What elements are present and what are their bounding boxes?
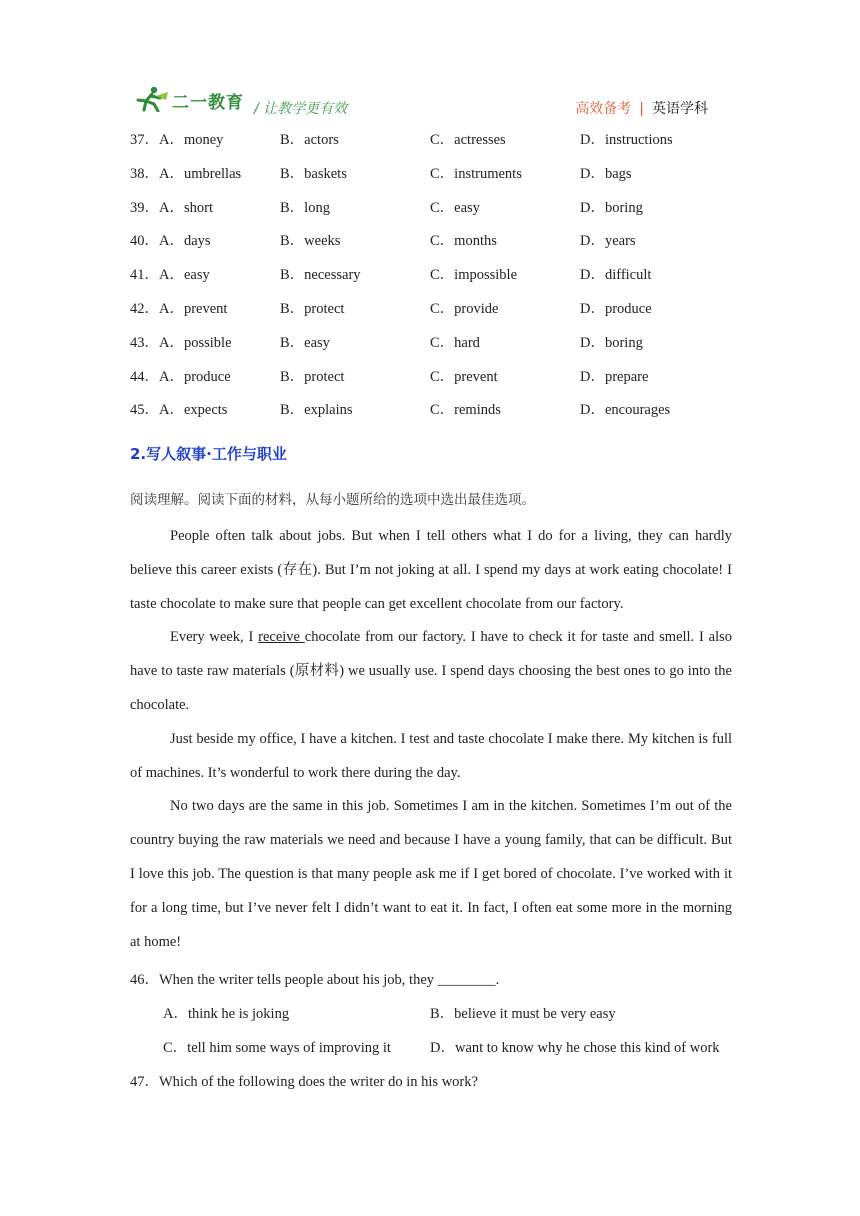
- option-row: [130, 325, 730, 359]
- header-subject: [575, 98, 708, 118]
- option-d: D．difficult: [580, 267, 652, 284]
- option-c: C．prevent: [430, 368, 498, 385]
- question-46-option-d: D．want to know why he chose this kind of work: [430, 1040, 720, 1056]
- reading-passage: [130, 520, 732, 959]
- option-b: B．protect: [280, 300, 345, 317]
- question-46-stem: 46．When the writer tells people about his job, they ________.: [130, 972, 500, 988]
- slogan: / 让教学更有效: [254, 101, 348, 117]
- passage-paragraph: Every week, I receive chocolate from our factory. I have to check it for taste and smell. I also have to taste raw materials (原材料) we usually use. I spend days choosing the best ones to go into the chocolate.: [130, 629, 732, 713]
- option-c: C．impossible: [430, 267, 518, 284]
- option-a: 44．A．produce: [130, 368, 231, 385]
- header-subject-label: 英语学科: [652, 101, 708, 117]
- option-d: D．prepare: [580, 368, 649, 385]
- option-c: C．easy: [430, 199, 480, 216]
- option-a: 38．A．umbrellas: [130, 165, 242, 182]
- option-b: B．weeks: [280, 233, 341, 250]
- option-d: D．produce: [580, 300, 652, 317]
- option-c: C．months: [430, 233, 497, 250]
- option-row: [130, 223, 730, 257]
- passage-paragraph: People often talk about jobs. But when I tell others what I do for a living, they can hardly believe this career exists (存在). But I’m not joking at all. I spend my days at work eating chocolate! I taste chocolate to make sure that people can get excellent chocolate from our factory.: [130, 528, 732, 612]
- header-exam-label: 高效备考: [575, 101, 632, 117]
- option-d: D．years: [580, 233, 636, 250]
- option-a: 42．A．prevent: [130, 300, 228, 317]
- option-row: [130, 291, 730, 325]
- option-a: 40．A．days: [130, 233, 211, 250]
- option-b: B．baskets: [280, 165, 347, 182]
- option-b: B．actors: [280, 132, 339, 148]
- option-d: D．bags: [580, 165, 632, 182]
- option-row: [130, 359, 730, 393]
- option-row: [130, 257, 730, 291]
- option-c: C．instruments: [430, 165, 522, 182]
- option-b: B．long: [280, 199, 330, 216]
- option-b: B．explains: [280, 402, 353, 419]
- logo-text: 二一教育: [172, 93, 244, 113]
- option-d: D．instructions: [580, 132, 673, 148]
- option-a: 39．A．short: [130, 199, 213, 216]
- option-c: C．hard: [430, 334, 480, 351]
- option-row: [130, 156, 730, 190]
- option-row: [130, 122, 730, 156]
- underlined-word: receive: [258, 629, 305, 646]
- option-c: C．reminds: [430, 402, 501, 419]
- option-row: [130, 392, 730, 426]
- cloze-options-table: [130, 122, 730, 426]
- option-a: 41．A．easy: [130, 267, 210, 284]
- passage-paragraph: No two days are the same in this job. Sometimes I am in the kitchen. Sometimes I’m out of the country buying the raw materials we need and because I have a young family, that can be difficult. But I love this job. The question is that many people ask me if I get bored of chocolate. I’ve worked with it for a long time, but I’ve never felt I didn’t want to eat it. In fact, I often eat some more in the morning at home!: [130, 798, 732, 950]
- option-c: C．actresses: [430, 132, 506, 148]
- logo: [134, 84, 252, 114]
- option-a: 45．A．expects: [130, 402, 228, 419]
- question-46-option-a: A．think he is joking: [163, 1006, 290, 1022]
- question-46-option-c: C．tell him some ways of improving it: [163, 1040, 391, 1056]
- section-title: 2.写人叙事·工作与职业: [130, 445, 287, 463]
- option-row: [130, 190, 730, 224]
- option-d: D．boring: [580, 199, 643, 216]
- header-separator: |: [639, 101, 644, 117]
- option-b: B．easy: [280, 334, 330, 351]
- passage-paragraph: Just beside my office, I have a kitchen. I test and taste chocolate I make there. My kitchen is full of machines. It’s wonderful to work there during the day.: [130, 730, 732, 781]
- option-a: 43．A．possible: [130, 334, 232, 351]
- section-instruction: 阅读理解。阅读下面的材料，从每小题所给的选项中选出最佳选项。: [130, 492, 535, 508]
- question-47-stem: 47．Which of the following does the writer do in his work?: [130, 1074, 478, 1090]
- option-b: B．protect: [280, 368, 345, 385]
- option-b: B．necessary: [280, 267, 361, 284]
- page-header: [134, 84, 714, 118]
- option-d: D．encourages: [580, 402, 671, 419]
- question-46-option-b: B．believe it must be very easy: [430, 1006, 616, 1022]
- option-d: D．boring: [580, 334, 643, 351]
- runner-logo-icon: [134, 86, 170, 112]
- option-c: C．provide: [430, 300, 499, 317]
- option-a: 37．A．money: [130, 132, 224, 148]
